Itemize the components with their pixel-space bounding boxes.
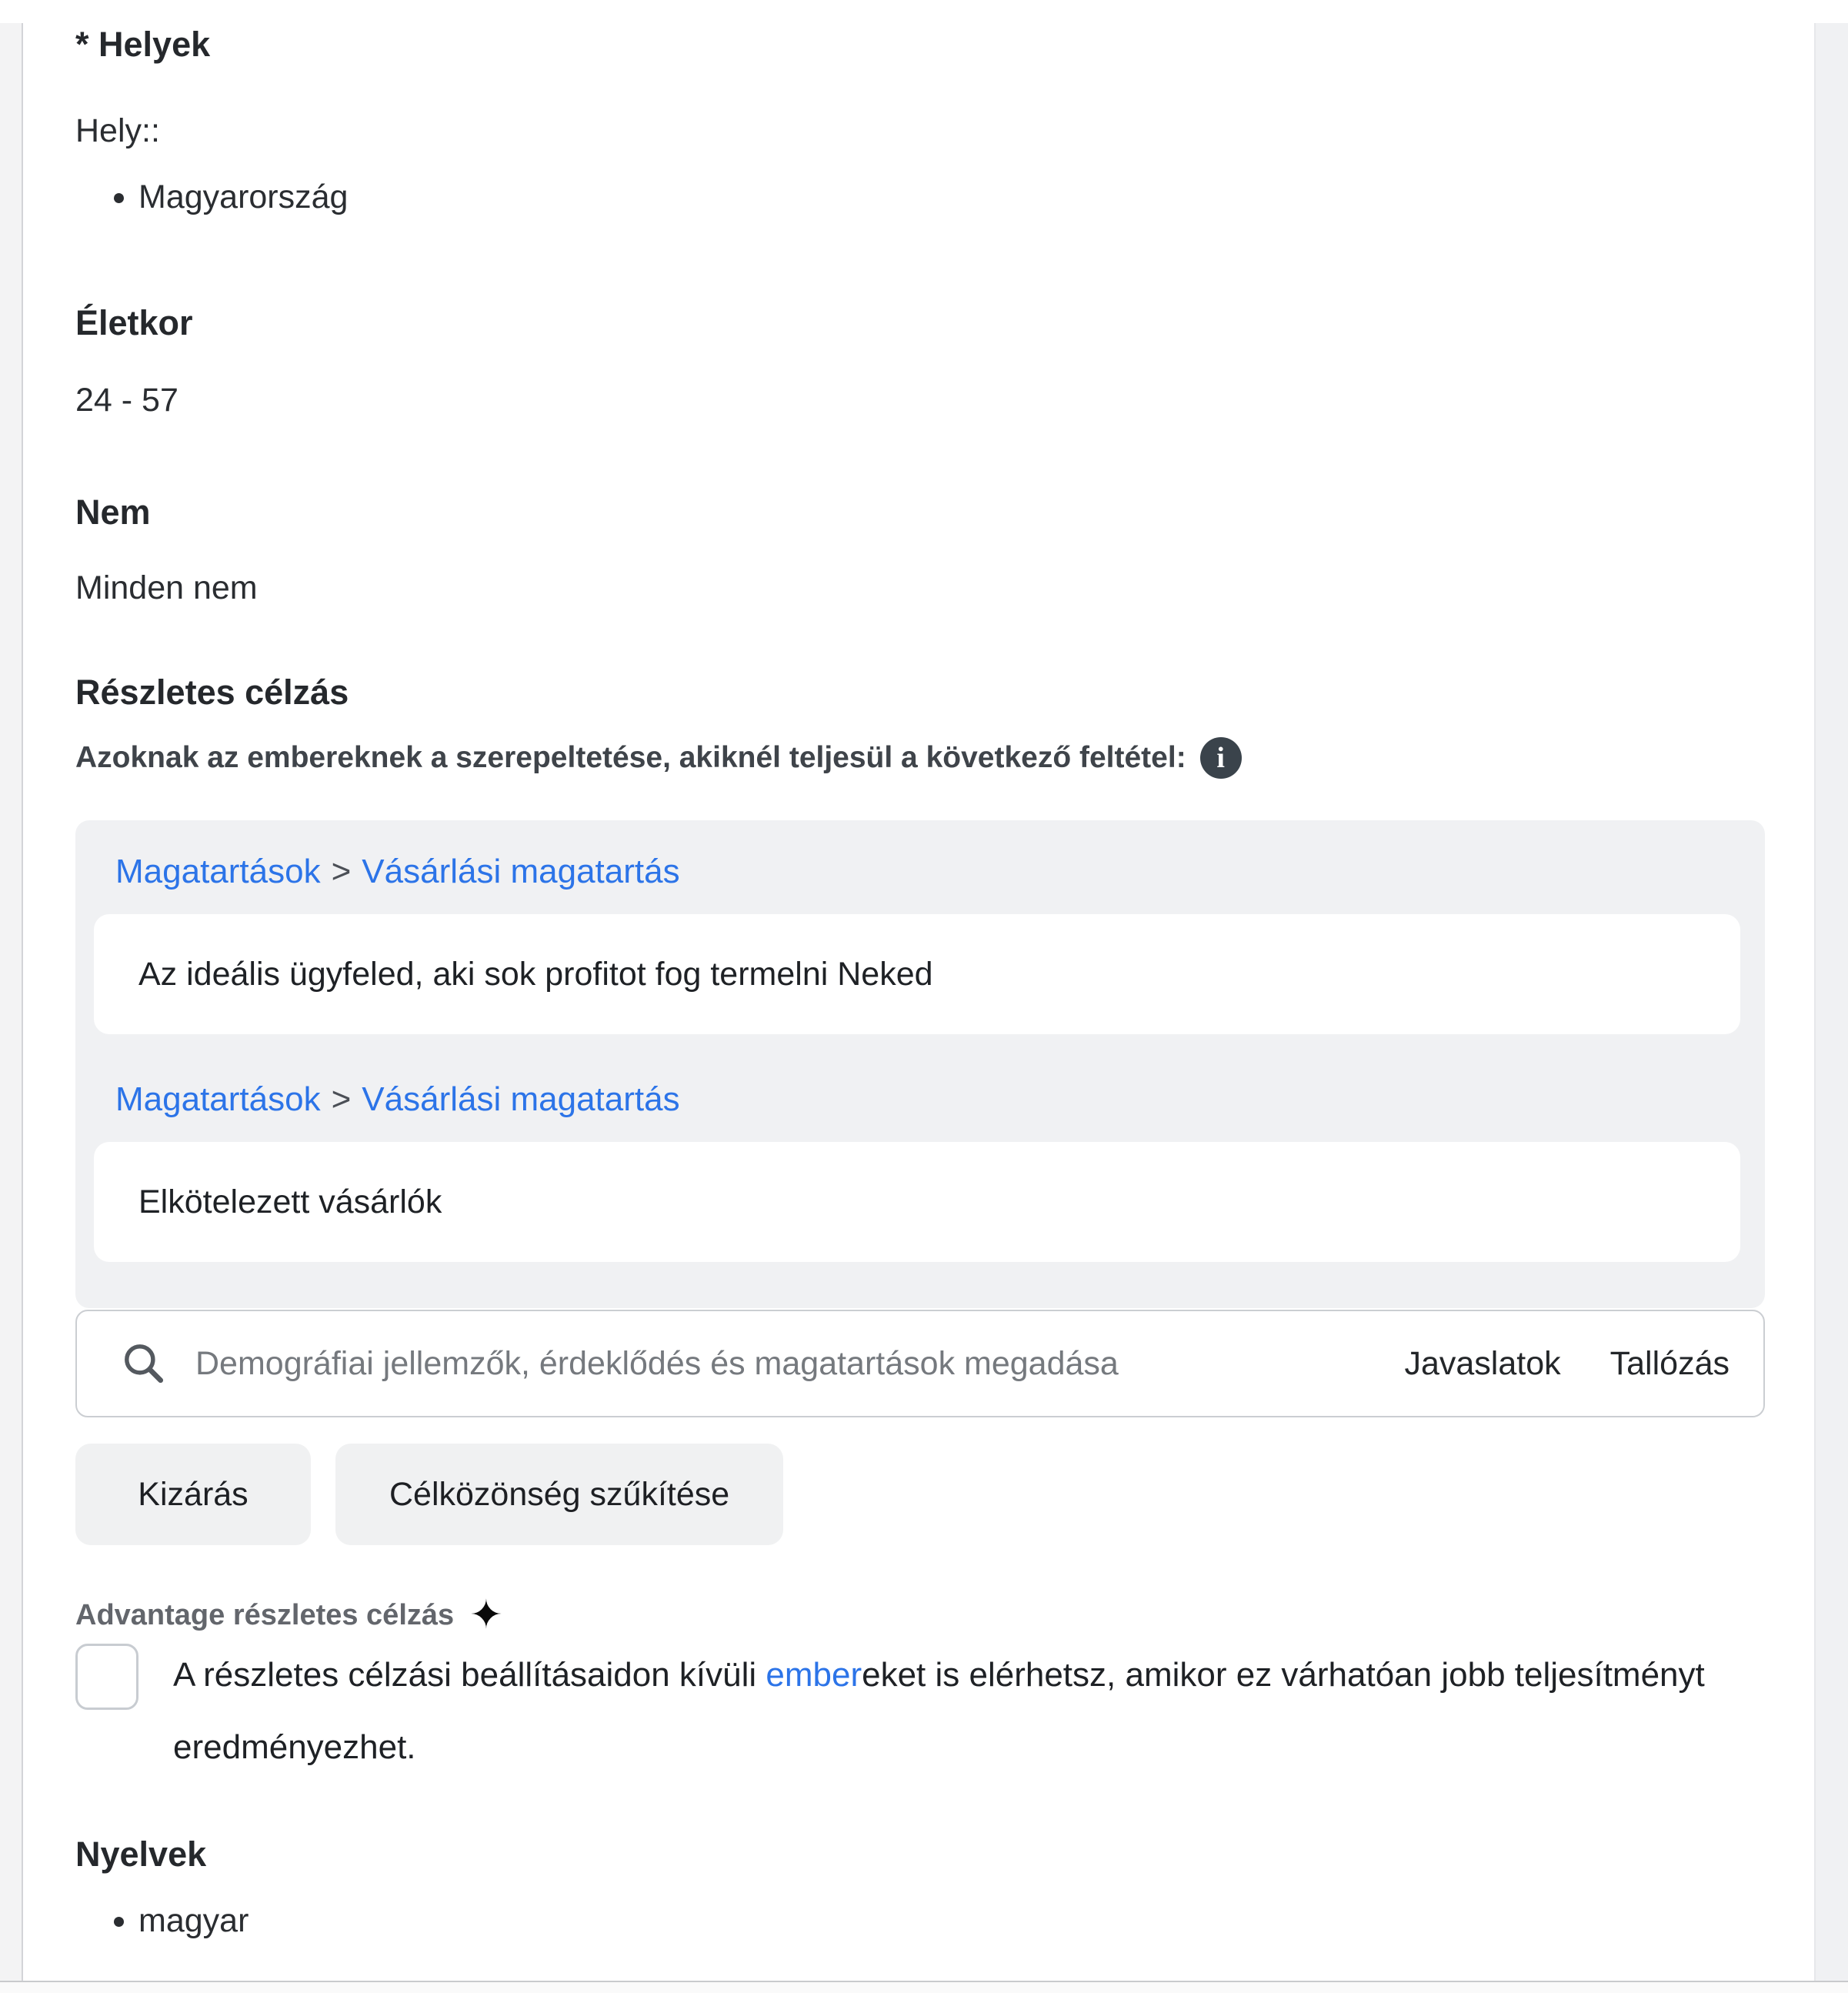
locations-label: Hely:: <box>75 112 160 149</box>
scrollbar-track[interactable] <box>1814 23 1848 1981</box>
targeting-tag[interactable] <box>94 914 1740 1034</box>
detailed-targeting-heading: Részletes célzás <box>75 673 349 712</box>
breadcrumb-subcategory-link[interactable]: Vásárlási magatartás <box>362 853 680 890</box>
exclude-button[interactable]: Kizárás <box>75 1444 311 1545</box>
languages-list <box>75 1899 1765 1942</box>
detailed-targeting-box <box>75 820 1765 1308</box>
advantage-checkbox[interactable] <box>75 1644 138 1710</box>
breadcrumb-separator: > <box>331 853 352 890</box>
gender-value: Minden nem <box>75 569 258 606</box>
locations-heading: * Helyek <box>75 25 211 64</box>
targeting-search-bar <box>75 1310 1765 1417</box>
breadcrumb-category-link[interactable]: Magatartások <box>115 853 321 890</box>
advantage-option-row <box>75 1639 1765 1784</box>
suggestions-link[interactable]: Javaslatok <box>1404 1344 1561 1382</box>
advantage-text-after: eket is elérhetsz, amikor ez várhatóan jobb teljesítményt eredményezhet. <box>173 1656 1705 1766</box>
targeting-tag-label: Elkötelezett vásárlók <box>138 1183 442 1220</box>
age-heading: Életkor <box>75 303 193 342</box>
bottom-divider <box>0 1981 1848 1993</box>
breadcrumb <box>115 850 1765 894</box>
advantage-option-text <box>173 1639 1765 1784</box>
locations-list <box>75 175 1765 219</box>
targeting-actions-row <box>75 1444 1765 1545</box>
breadcrumb <box>115 1077 1765 1122</box>
sparkle-icon: ✦ <box>469 1593 503 1637</box>
detailed-targeting-description-row <box>75 737 1765 779</box>
gender-heading: Nem <box>75 492 151 532</box>
targeting-tag-label: Az ideális ügyfeled, aki sok profitot fog termelni Neked <box>138 955 933 993</box>
narrow-audience-button[interactable]: Célközönség szűkítése <box>335 1444 783 1545</box>
advantage-text-before: A részletes célzási beállításaidon kívüli <box>173 1656 766 1694</box>
info-icon[interactable]: i <box>1200 737 1242 779</box>
advantage-label-row <box>75 1593 1765 1637</box>
targeting-summary-panel <box>75 23 1765 1942</box>
targeting-tag[interactable] <box>94 1142 1740 1262</box>
people-link[interactable]: ember <box>766 1656 862 1694</box>
languages-heading: Nyelvek <box>75 1834 207 1874</box>
age-value: 24 - 57 <box>75 382 178 419</box>
targeting-search-input[interactable] <box>195 1345 1355 1383</box>
breadcrumb-subcategory-link[interactable]: Vásárlási magatartás <box>362 1080 680 1118</box>
breadcrumb-separator: > <box>331 1080 352 1118</box>
breadcrumb-category-link[interactable]: Magatartások <box>115 1080 321 1118</box>
advantage-detailed-targeting-label: Advantage részletes célzás <box>75 1599 455 1631</box>
search-icon <box>120 1340 168 1387</box>
panel-left-gutter <box>0 23 23 1981</box>
detailed-targeting-description: Azoknak az embereknek a szerepeltetése, akiknél teljesül a következő feltétel: <box>75 741 1186 774</box>
browse-link[interactable]: Tallózás <box>1609 1344 1730 1382</box>
language-item: • magyar <box>138 1899 1765 1942</box>
location-item: • Magyarország <box>138 175 1765 219</box>
